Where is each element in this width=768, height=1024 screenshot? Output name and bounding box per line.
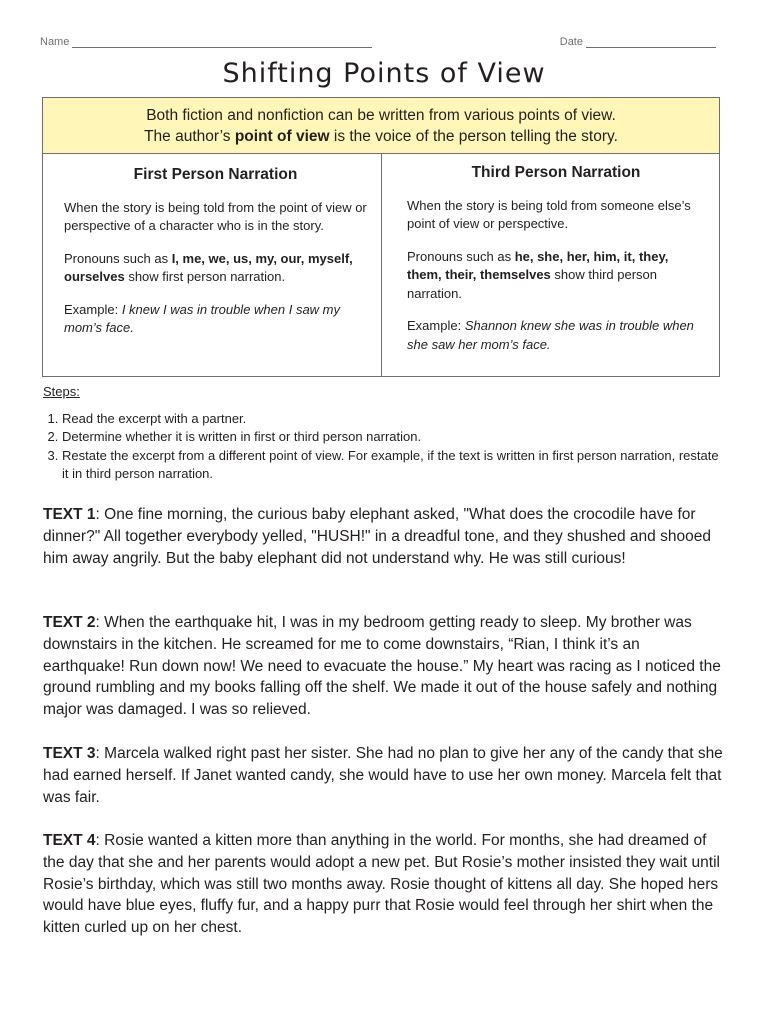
name-line[interactable] (72, 36, 372, 48)
text-label: TEXT 1 (43, 506, 96, 523)
third-person-column (381, 154, 719, 376)
first-person-column (43, 154, 381, 376)
date-field[interactable] (560, 36, 716, 48)
text-body: : When the earthquake hit, I was in my bedroom getting ready to sleep. My brother was downstairs in the kitchen. He screamed for me to come downstairs, “Rian, I think it’s an earthquake! Run down now! We need to evacuate the house.” My heart was racing as I noticed the ground rumbling and my books falling off the shelf. We made it out of the house safely and nothing major was damaged. I was so relieved. (43, 614, 721, 719)
step-item: 1. Read the excerpt with a partner. (62, 410, 723, 429)
first-person-example (64, 301, 367, 338)
text-body: : One fine morning, the curious baby elephant asked, "What does the crocodile have for dinner?" All together everybody yelled, "HUSH!" in a dreadful tone, and they shushed and shooed him away angrily. But the baby elephant did not understand why. He was still curious! (43, 506, 711, 567)
pronouns-text: show third person narration. (407, 267, 658, 301)
page-title: Shifting Points of View (222, 58, 546, 89)
third-person-example (407, 317, 705, 354)
definition-text: The author’s (144, 127, 235, 145)
step-item: 3. Restate the excerpt from a different point of view. For example, if the text is written in first person narration, restate it in third person narration. (62, 447, 723, 484)
example-label: Example: (407, 318, 465, 333)
text-body: : Marcela walked right past her sister. She had no plan to give her any of the candy that she had earned herself. If Janet wanted candy, she would have to use her own money. Marcela felt that was fair. (43, 745, 723, 806)
narration-columns (43, 154, 719, 376)
example-text: I knew I was in trouble when I saw my mom’s face. (64, 301, 341, 335)
text-1-passage (43, 504, 725, 569)
pronouns-text: Pronouns such as (64, 250, 172, 266)
third-person-pronouns (407, 248, 705, 304)
steps-title: Steps: (43, 384, 80, 399)
definition-box (42, 97, 720, 377)
example-text: Shannon knew she was in trouble when she saw her mom’s face. (407, 318, 694, 352)
steps-list (43, 410, 723, 484)
first-person-pronouns (64, 250, 367, 287)
definition-term: point of view (234, 127, 330, 145)
definition-banner (43, 98, 719, 154)
first-person-heading: First Person Narration (133, 166, 298, 183)
definition-line-1: Both fiction and nonfiction can be written from various points of view. (146, 106, 616, 124)
first-person-description: When the story is being told from the point of view or perspective of a character who is in the story. (64, 199, 367, 233)
definition-text: is the voice of the person telling the story. (329, 127, 618, 145)
third-person-description: When the story is being told from someone else’s point of view or perspective. (407, 197, 691, 231)
text-3-passage (43, 743, 725, 808)
text-4-passage (43, 830, 725, 939)
text-label: TEXT 2 (43, 614, 96, 631)
definition-line-2 (144, 126, 618, 147)
pronouns-text: show first person narration. (124, 269, 286, 284)
date-line[interactable] (586, 36, 716, 48)
text-body: : Rosie wanted a kitten more than anything in the world. For months, she had dreamed of the day that she and her parents would adopt a new pet. But Rosie’s mother insisted they wait until Rosie’s birthday, which was still two months away. Rosie thought of kittens all day. She hoped hers would have blue eyes, fluffy fur, and a happy purr that Rosie would feel through her shirt when the kitten curled up on her chest. (43, 832, 720, 937)
text-label: TEXT 4 (43, 832, 96, 849)
example-label: Example: (64, 301, 122, 317)
name-field[interactable] (40, 36, 372, 48)
step-item: 2. Determine whether it is written in first or third person narration. (62, 428, 723, 447)
date-label: Date (559, 36, 583, 48)
steps-section (43, 383, 723, 484)
pronouns-list: I, me, we, us, my, our, myself, ourselves (64, 250, 353, 284)
pronouns-list: he, she, her, him, it, they, them, their, themselves (407, 248, 669, 282)
name-label: Name (40, 36, 70, 48)
text-2-passage (43, 612, 725, 721)
text-label: TEXT 3 (43, 745, 96, 762)
worksheet-header (40, 36, 716, 52)
pronouns-text: Pronouns such as (407, 248, 515, 264)
third-person-heading: Third Person Narration (471, 164, 641, 181)
